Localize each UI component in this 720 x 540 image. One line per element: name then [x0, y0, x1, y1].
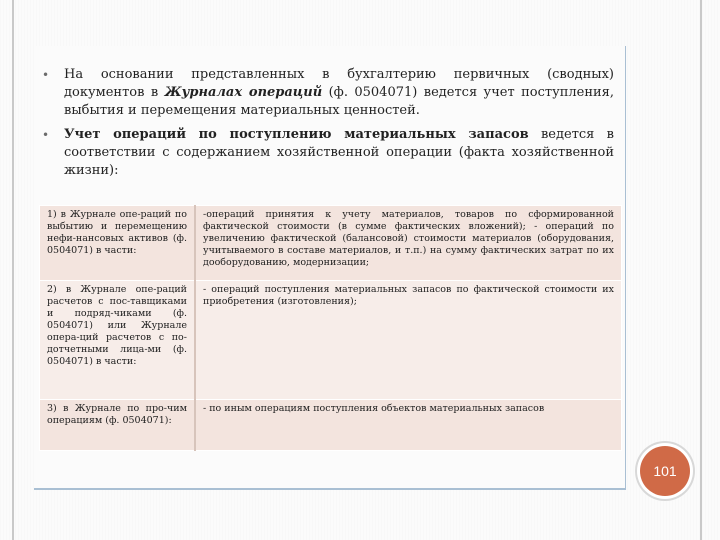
bullet-list: [42, 66, 615, 186]
bullet-dot-icon: •: [42, 68, 50, 82]
operations-cell: - по иным операциям поступления объектов материальных запасов: [195, 400, 622, 451]
bullet-2-text: ведется в соответствии с содержанием хозяйственной операции (факта хозяйственной жизни):: [64, 127, 615, 178]
bullet-item-1: [42, 66, 614, 120]
operations-table: [39, 205, 622, 451]
table-row: [40, 400, 622, 451]
left-margin-rule: [12, 0, 14, 540]
operations-cell: - операций поступления материальных запасов по фактической стоимости их приобретения (изготовления);: [195, 281, 622, 400]
table-row: [40, 206, 622, 281]
bullet-dot-icon: •: [42, 128, 50, 142]
bullet-2-heading: Учет операций по поступлению материальных запасов: [64, 127, 529, 142]
bullet-item-2: [42, 126, 615, 180]
operations-cell: -операций принятия к учету материалов, товаров по сформированной фактической стоимости (в сумме фактических вложений); - операций по увеличению фактической (балансовой) стоимости материалов (оборудования, учитываемого в составе материалов, и т.п.) на сумму фактических затрат по их дооборудованию, модернизации;: [195, 206, 622, 281]
bullet-1-text-a: На основании представленных в бухгалтерию первичных (сводных) документов в: [64, 67, 614, 100]
page-number: 101: [653, 463, 677, 479]
bullet-1-journals: Журналах операций: [164, 85, 323, 100]
page-number-badge: [640, 446, 690, 496]
journal-cell: 3) в Журнале по про-чим операциям (ф. 0504071):: [40, 400, 196, 451]
right-margin-rule: [700, 0, 702, 540]
journal-cell: 2) в Журнале опе-раций расчетов с пос-тавщиками и подряд-чиками (ф. 0504071) или Журнале опера-ций расчетов с по-дотчетными лица-ми (ф. 0504071) в части:: [40, 281, 196, 400]
journal-cell: 1) в Журнале опе-раций по выбытию и перемещению нефи-нансовых активов (ф. 0504071) в части:: [40, 206, 196, 281]
bullet-1-text-b: (ф. 0504071) ведется учет поступления, выбытия и перемещения материальных ценностей.: [64, 85, 614, 118]
table-row: [40, 281, 622, 400]
